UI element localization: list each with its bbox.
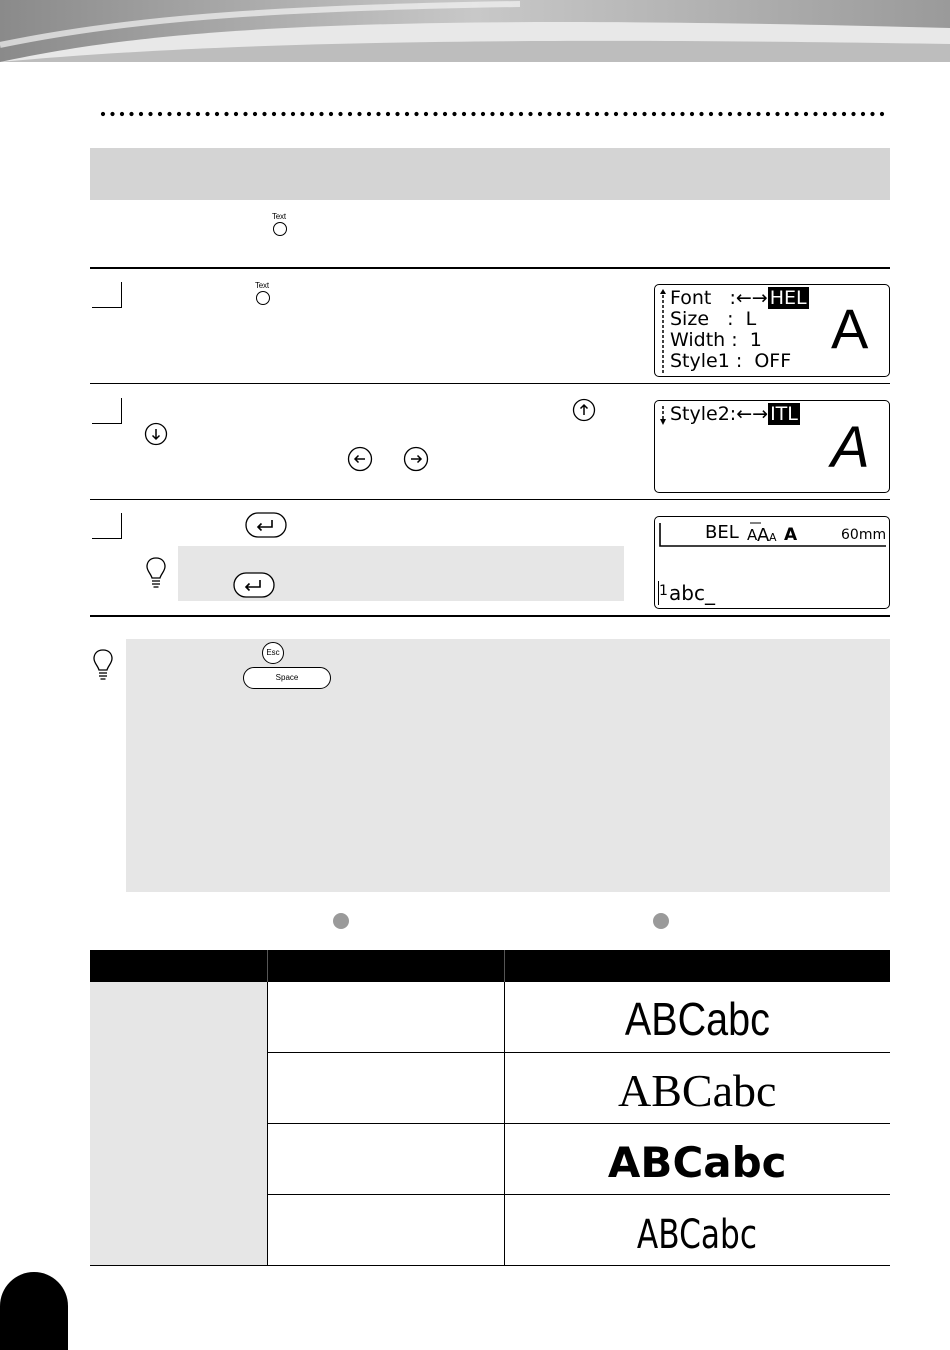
table-group-cell (90, 982, 267, 1266)
text-key-icon (273, 222, 287, 236)
lcd-line-width: Width : 1 (670, 329, 762, 351)
table-name-cell (267, 982, 504, 1053)
font-sample-table (90, 950, 890, 1266)
table-name-cell (267, 1195, 504, 1266)
lcd-line-style1: Style1 : OFF (670, 350, 792, 372)
lcd-line-size: Size : L (670, 308, 757, 330)
step-divider (90, 499, 890, 500)
table-name-cell (267, 1124, 504, 1195)
svg-text:A: A (769, 531, 777, 544)
lcd-tape-length: 60mm (841, 527, 887, 543)
esc-key-label: Esc (266, 648, 280, 657)
text-key-label: Text (255, 281, 269, 290)
svg-text:A: A (747, 526, 758, 544)
step-3-marker (92, 513, 122, 539)
cursor-right-key-icon (403, 446, 429, 472)
lcd-line-number: 1 (658, 581, 669, 605)
table-header-cell (267, 950, 504, 982)
step-divider (90, 383, 890, 384)
text-key-icon (256, 291, 270, 305)
cursor-down-key-icon (144, 422, 168, 446)
bullet-marker-2 (653, 913, 669, 929)
step-2-marker (92, 398, 122, 424)
lcd-line-font: Font :←→ HEL (670, 287, 807, 309)
esc-key-icon (262, 642, 284, 664)
dotted-separator (100, 110, 890, 118)
enter-key-icon (233, 572, 275, 598)
table-name-cell (267, 1053, 504, 1124)
lcd-font-preview-glyph: A (831, 297, 869, 360)
lcd-status-text: BEL (705, 522, 739, 543)
font-sample-helsinki: ABCabc (504, 982, 890, 1053)
enter-key-icon (245, 512, 287, 538)
lightbulb-hint-icon (145, 556, 167, 592)
section-heading-band (90, 148, 890, 200)
scroll-up-indicator-icon (659, 289, 667, 373)
lcd-entered-text: abc_ (669, 581, 715, 605)
section-rule-top (90, 267, 890, 269)
space-key-label: Space (275, 673, 299, 682)
space-key-icon (243, 667, 331, 689)
page-header-banner (0, 0, 950, 62)
table-row (90, 982, 890, 1053)
section-rule-bottom (90, 615, 890, 617)
table-header-row (90, 950, 890, 982)
font-sample-rounded: ABCabc (504, 1195, 890, 1266)
font-size-width-icon (747, 520, 799, 544)
lightbulb-hint-icon (92, 648, 114, 684)
lcd-italic-preview-glyph: A (831, 415, 870, 480)
cursor-up-key-icon (572, 398, 596, 422)
font-sample-brussels: ABCabc (504, 1053, 890, 1124)
font-sample-bold: ABCabc (504, 1124, 890, 1195)
text-key-label: Text (272, 212, 286, 221)
note-box (126, 639, 890, 892)
lcd-screen-style2 (654, 400, 890, 493)
bullet-marker-1 (333, 913, 349, 929)
svg-text:A: A (757, 525, 770, 544)
lcd-screen-text-entry (654, 516, 890, 609)
table-header-cell (90, 950, 267, 982)
lcd-line-style2: Style2:←→ ITL (670, 403, 798, 425)
page-number-tab (0, 1272, 68, 1350)
scroll-down-indicator-icon (659, 406, 667, 426)
svg-text:A: A (784, 525, 798, 544)
step-1-marker (92, 282, 122, 308)
cursor-left-key-icon (347, 446, 373, 472)
lcd-screen-font-settings (654, 284, 890, 377)
table-header-cell (504, 950, 890, 982)
